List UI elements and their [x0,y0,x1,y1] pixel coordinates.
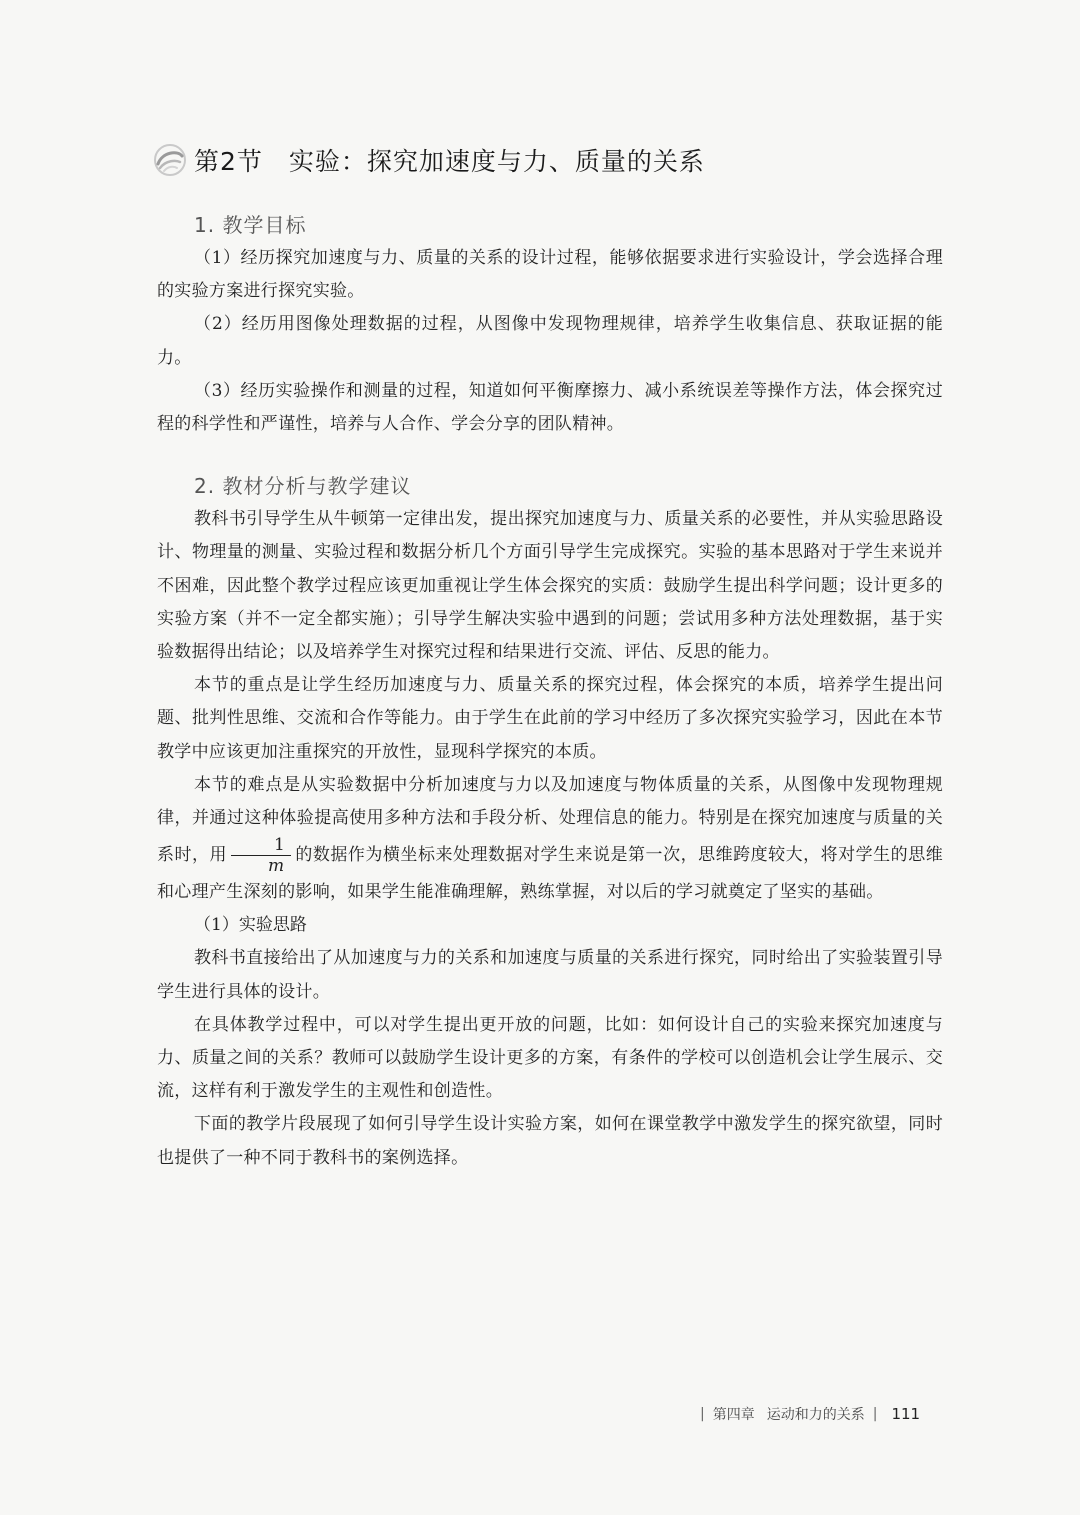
fraction-numerator: 1 [231,835,291,856]
section-label: 第2节 [194,147,263,176]
footer-separator-left: | [700,1406,705,1422]
subheading-experiment-idea: （1）实验思路 [194,915,307,936]
footer-chapter: 第四章 [712,1407,755,1423]
analysis-paragraph-5: 在具体教学过程中，可以对学生提出更开放的问题，比如：如何设计自己的实验来探究加速度与力、质量之间的关系？教师可以鼓励学生设计更多的方案，有条件的学校可以创造机会让学生展示、交流，这样有利于激发学生的主观性和创造性。 [157,1014,943,1102]
page-number: 111 [891,1405,921,1423]
analysis-paragraph-3-part-a: 本节的难点是从实验数据中分析加速度与力以及加速度与物体质量的关系，从图像中发现物理规律，并通过这种体验提高使用多种方法和手段分析、处理信息的能力。特别是在探究加速度与质量的关系时，用 [157,774,943,866]
swirl-logo-icon [152,142,188,178]
footer-chapter-title: 运动和力的关系 [766,1407,865,1423]
page-footer [692,1404,920,1424]
goal-paragraph-3: （3）经历实验操作和测量的过程，知道如何平衡摩擦力、减小系统误差等操作方法，体会探究过程的科学性和严谨性，培养与人合作、学会分享的团队精神。 [157,380,943,435]
section-title-row [152,138,705,182]
analysis-paragraph-3 [157,769,943,910]
analysis-paragraph-3-part-b: 的数据作为横坐标来处理数据对学生来说是第一次，思维跨度较大，将对学生的思维和心理产生深刻的影响，如果学生能准确理解，熟练掌握，对以后的学习就奠定了坚实的基础。 [157,845,943,903]
document-body [157,202,943,1175]
analysis-paragraph-1: 教科书引导学生从牛顿第一定律出发，提出探究加速度与力、质量关系的必要性，并从实验思路设计、物理量的测量、实验过程和数据分析几个方面引导学生完成探究。实验的基本思路对于学生来说并不困难，因此整个教学过程应该更加重视让学生体会探究的实质：鼓励学生提出科学问题；设计更多的实验方案（并不一定全都实施）；引导学生解决实验中遇到的问题；尝试用多种方法处理数据，基于实验数据得出结论；以及培养学生对探究过程和结果进行交流、评估、反思的能力。 [157,509,943,663]
goal-paragraph-1: （1）经历探究加速度与力、质量的关系的设计过程，能够依据要求进行实验设计，学会选择合理的实验方案进行探究实验。 [157,248,943,302]
fraction-one-over-m [231,835,291,876]
heading-material-analysis: 2. 教材分析与教学建议 [194,474,412,499]
heading-teaching-goals: 1. 教学目标 [194,213,307,237]
analysis-paragraph-2: 本节的重点是让学生经历加速度与力、质量关系的探究过程，体会探究的本质，培养学生提出问题、批判性思维、交流和合作等能力。由于学生在此前的学习中经历了多次探究实验学习，因此在本节教学中应该更加注重探究的开放性，显现科学探究的本质。 [157,675,943,762]
goal-paragraph-2: （2）经历用图像处理数据的过程，从图像中发现物理规律，培养学生收集信息、获取证据的能力。 [157,314,943,368]
page-title: 实验：探究加速度与力、质量的关系 [288,147,705,176]
footer-separator-right: | [872,1406,878,1422]
fraction-denominator: m [268,856,285,877]
analysis-paragraph-4: 教科书直接给出了从加速度与力的关系和加速度与质量的关系进行探究，同时给出了实验装置引导学生进行具体的设计。 [157,948,943,1002]
analysis-paragraph-6: 下面的教学片段展现了如何引导学生设计实验方案，如何在课堂教学中激发学生的探究欲望，同时也提供了一种不同于教科书的案例选择。 [157,1114,943,1168]
